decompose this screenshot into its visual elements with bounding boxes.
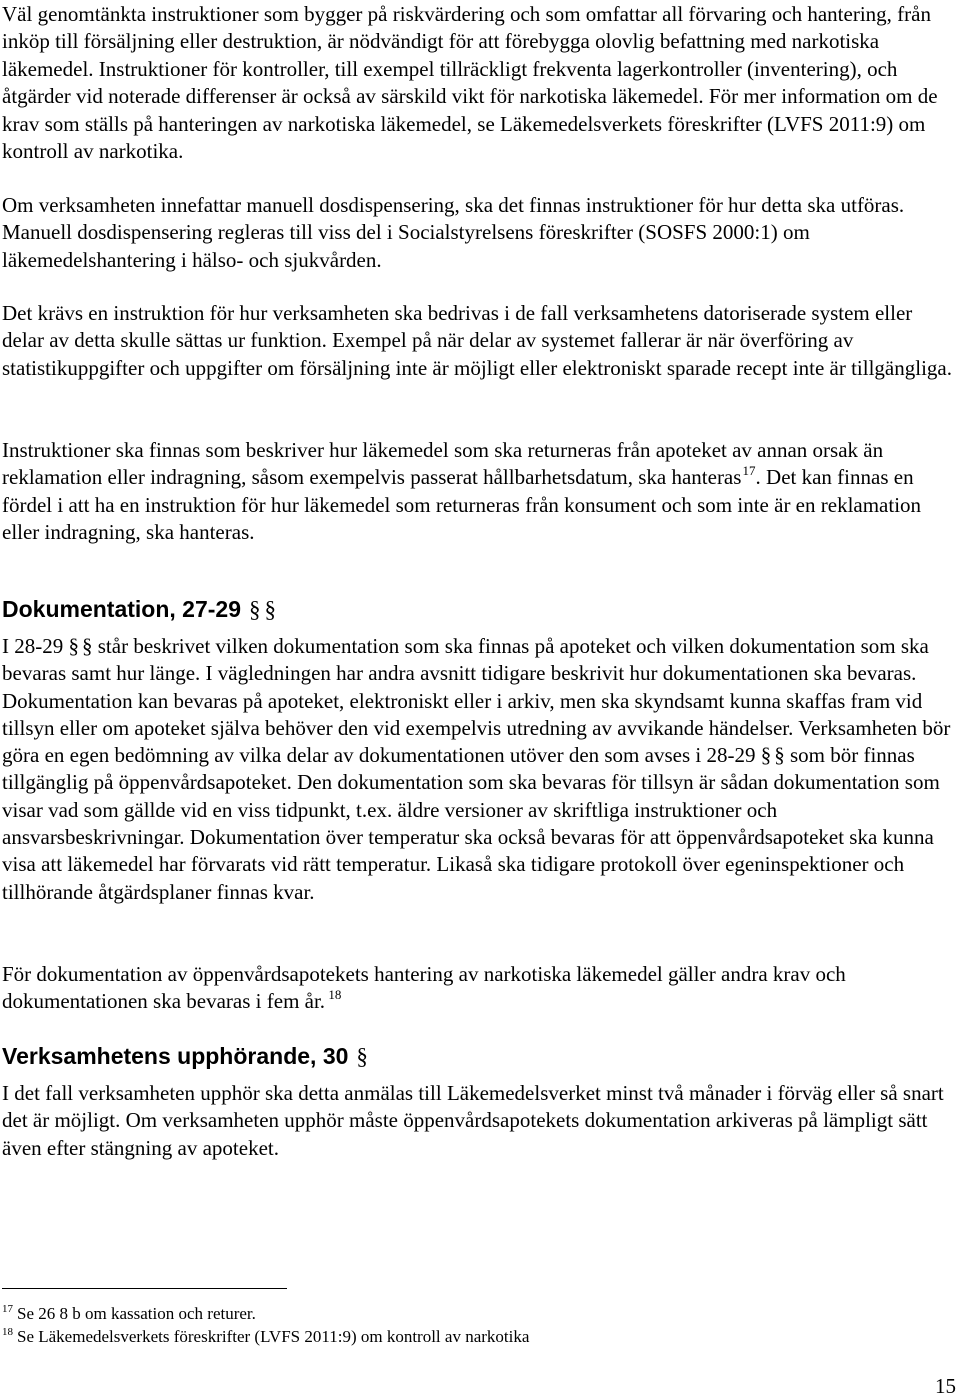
footnote-18 xyxy=(2,1327,529,1347)
footnote-text: Se 26 8 b om kassation och returer. xyxy=(17,1304,256,1323)
section-sign-icon: § xyxy=(760,743,772,768)
footnote-17 xyxy=(2,1304,256,1324)
section-heading-upphorande xyxy=(2,1043,368,1070)
footnote-ref-17[interactable]: 17 xyxy=(742,463,756,479)
section-sign-icon: § xyxy=(774,743,785,768)
footnote-ref-18[interactable]: 18 xyxy=(328,987,342,1003)
paragraph-dose-dispensing: Om verksamheten innefattar manuell dosdispensering, ska det finnas instruktioner för hur detta ska utföras. Manuell dosdispensering regleras till viss del i Socialstyrelsens föreskrifter (SOSFS 2000:1) om läkemedelshantering i hälso- och sjukvården. xyxy=(2,193,905,272)
paragraph-termination: I det fall verksamheten upphör ska detta anmälas till Läkemedelsverket minst två månader i förväg eller så snart det är möjligt. Om verksamheten upphör måste öppenvårdsapotekets dokumentation arkiveras på lämpligt sätt även efter stängning av apoteket. xyxy=(2,1081,944,1160)
paragraph-narcotics-instructions: Väl genomtänkta instruktioner som bygger på riskvärdering och som omfattar all förvaring och hantering, från inköp till försäljning eller destruktion, är nödvändigt för att förebygga olovlig befattning med narkotiska läkemedel. Instruktioner för kontroller, till exempel tillräckligt frekventa lagerkontroller (inventering), och åtgärder vid noterade differenser är också av särskild vikt för narkotiska läkemedel. För mer information om de krav som ställs på hanteringen av narkotiska läkemedel, se Läkemedelsverkets föreskrifter (LVFS 2011:9) om kontroll av narkotika. xyxy=(2,2,938,164)
section-heading-dokumentation xyxy=(2,596,276,623)
paragraph-returns xyxy=(2,437,954,547)
documentation-text-part2: står beskrivet vilken dokumentation som ska finnas på apoteket och vilken dokumentation som ska bevaras samt hur länge. I vägledningen har andra avsnitt tidigare beskrivit hur dokumentationen ska bevaras. Dokumentation kan bevaras på apoteket, elektroniskt eller i arkiv, men ska skyndsamt kunna skaffas fram vid tillsyn eller om apoteket själva behöver den vid exempelvis utredning av avvikande händelser. Verksamheten bör göra en egen bedömning av vilka delar av dokumentationen utöver den som avses i 28-29 xyxy=(2,634,951,768)
paragraph-narcotics-documentation xyxy=(2,961,954,1016)
returns-text-part1: Instruktioner ska finnas som beskriver hur läkemedel som ska returneras från apoteket av annan orsak än reklamation eller indragning, såsom exempelvis passerat hållbarhetsdatum, ska hanteras xyxy=(2,438,884,490)
section-sign-icon: § xyxy=(356,1044,368,1069)
footnote-number: 17 xyxy=(2,1303,13,1315)
section-sign-icon: § xyxy=(68,634,79,658)
returns-text-part2: . Det kan finnas en fördel i att ha en instruktion för hur läkemedel som returneras från konsument och som inte är en reklamation eller indragning, ska hanteras. xyxy=(2,465,922,545)
footnote-separator xyxy=(2,1288,287,1289)
documentation-text-part3: som bör finnas tillgänglig på öppenvårdsapoteket. Den dokumentation som ska bevaras för tillsyn är sådan dokumentation som visar vad som gällde vid en viss tidpunkt, t.ex. äldre versioner av skriftliga instruktioner och ansvarsbeskrivningar. Dokumentation över temperatur ska också bevaras för att öppenvårdsapoteket ska kunna visa att läkemedel har förvarats vid rätt temperatur. Likaså ska tidigare protokoll över egeninspektioner och tillhörande åtgärdsplaner finnas kvar. xyxy=(2,743,940,904)
heading-text: Dokumentation, 27-29 xyxy=(2,596,241,622)
page-number: 15 xyxy=(935,1374,956,1398)
footnote-text: Se Läkemedelsverkets föreskrifter (LVFS 2011:9) om kontroll av narkotika xyxy=(17,1327,530,1346)
documentation-text-part1: I 28-29 xyxy=(2,634,69,658)
section-sign-icon: § xyxy=(82,634,93,658)
heading-text: Verksamhetens upphörande, 30 xyxy=(2,1043,349,1069)
footnote-number: 18 xyxy=(2,1326,13,1338)
section-sign-icon: § xyxy=(249,597,261,622)
paragraph-documentation xyxy=(2,633,954,906)
section-sign-icon: § xyxy=(264,597,276,622)
narcotics-doc-text: För dokumentation av öppenvårdsapotekets hantering av narkotiska läkemedel gäller andra krav och dokumentationen ska bevaras i fem år. xyxy=(2,962,846,1014)
paragraph-system-failure: Det krävs en instruktion för hur verksamheten ska bedrivas i de fall verksamhetens datoriserade system eller delar av detta skulle sättas ur funktion. Exempel på när delar av systemet fallerar är när överföring av statistikuppgifter och uppgifter om försäljning inte är möjligt eller elektroniskt sparade recept inte är tillgängliga. xyxy=(2,301,952,380)
